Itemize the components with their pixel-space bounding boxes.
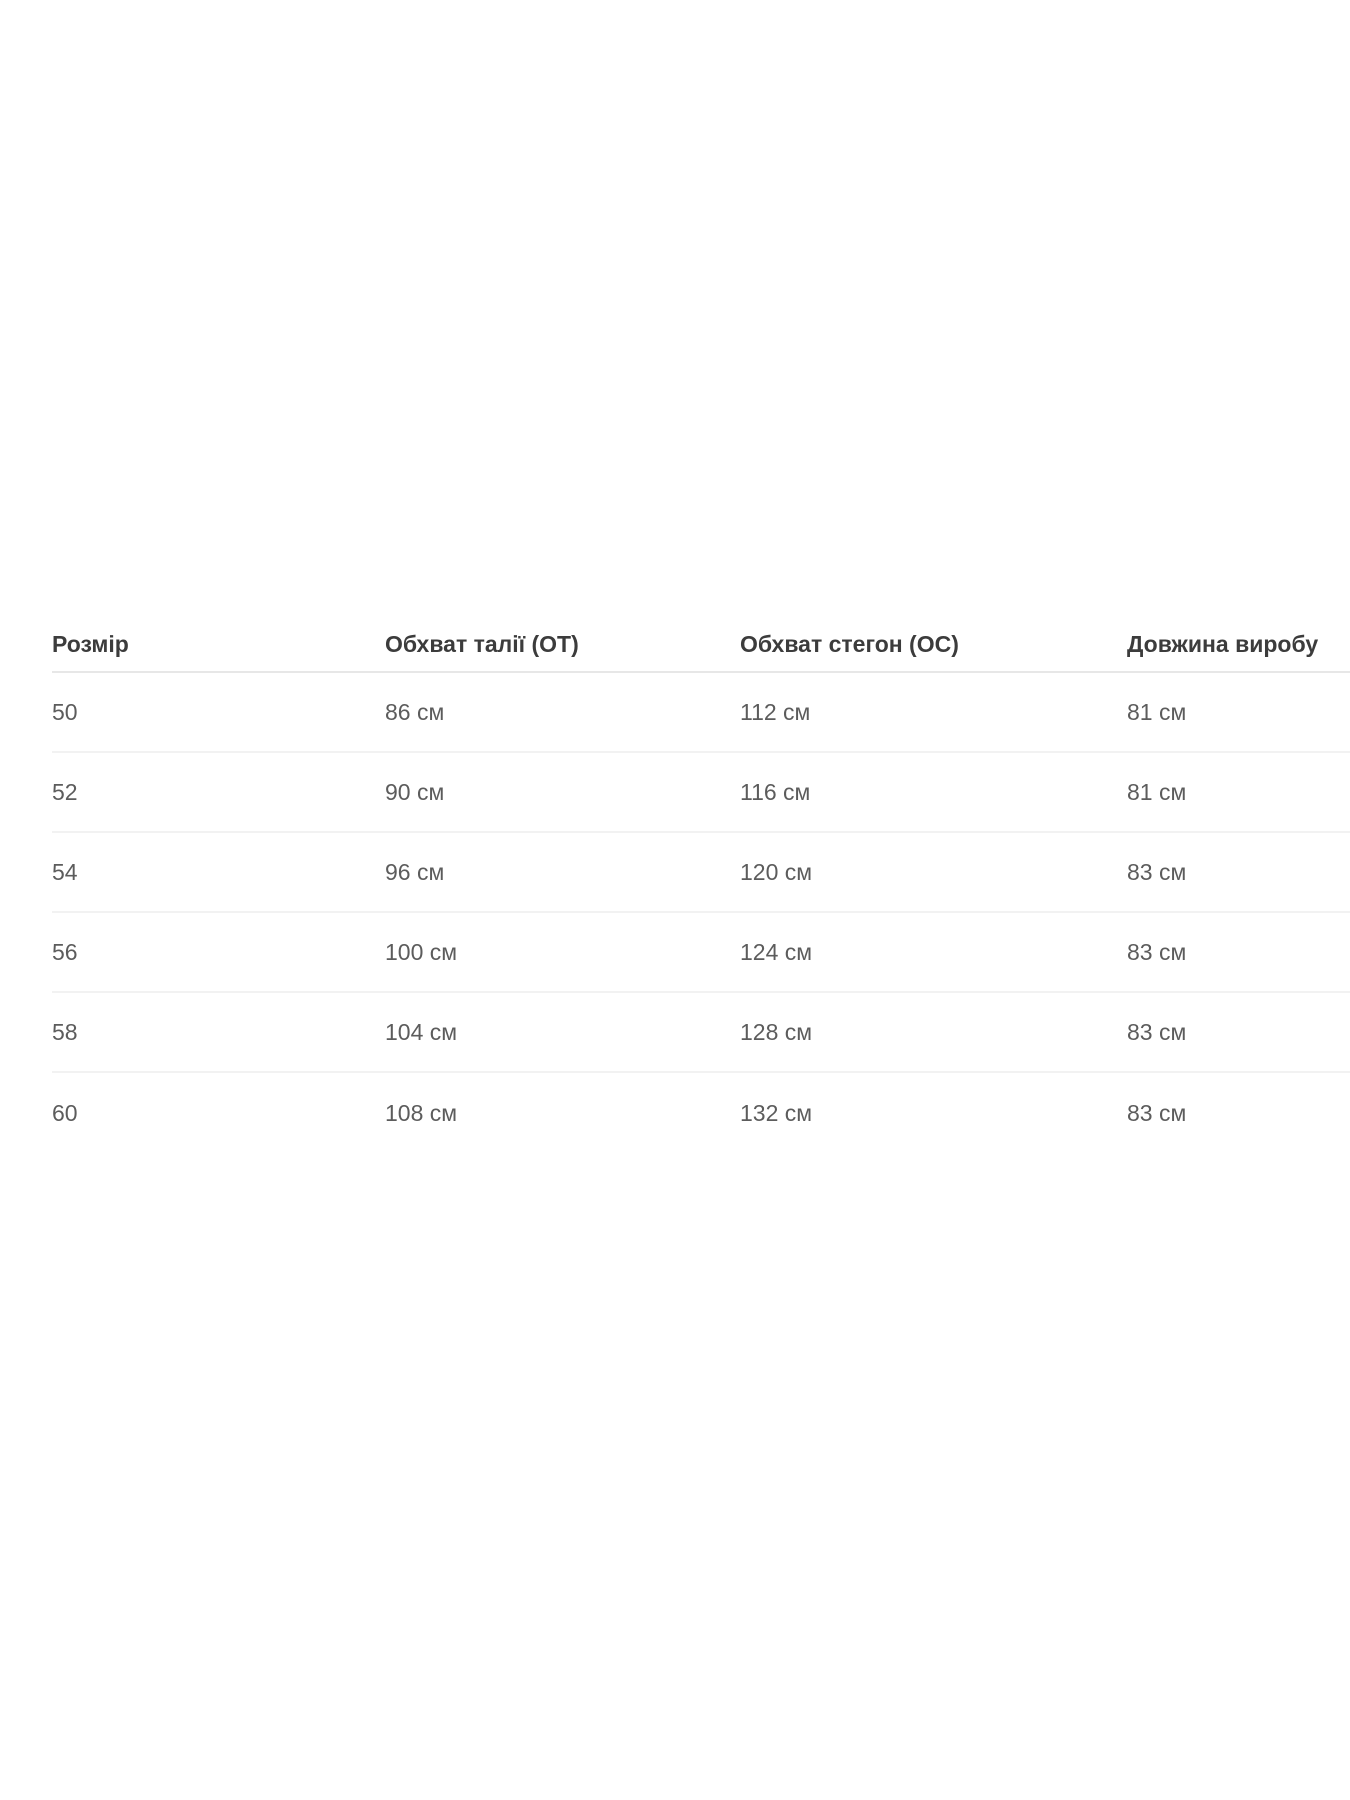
size-chart bbox=[52, 629, 1350, 1152]
table-cell: 52 bbox=[52, 752, 385, 832]
table-cell: 128 см bbox=[740, 992, 1127, 1072]
table-row bbox=[52, 992, 1350, 1072]
table-cell: 81 см bbox=[1127, 672, 1350, 752]
table-cell: 81 см bbox=[1127, 752, 1350, 832]
column-header: Обхват стегон (ОС) bbox=[740, 629, 1127, 672]
table-cell: 120 см bbox=[740, 832, 1127, 912]
table-row bbox=[52, 752, 1350, 832]
table-cell: 54 bbox=[52, 832, 385, 912]
table-cell: 58 bbox=[52, 992, 385, 1072]
size-chart-table bbox=[52, 629, 1350, 1152]
table-cell: 56 bbox=[52, 912, 385, 992]
table-cell: 132 см bbox=[740, 1099, 813, 1126]
table-cell: 124 см bbox=[740, 912, 1127, 992]
table-cell: 108 см bbox=[385, 1099, 458, 1126]
table-cell: 116 см bbox=[740, 752, 1127, 832]
table-cell: 50 bbox=[52, 672, 385, 752]
table-cell: 83 см bbox=[1127, 1099, 1187, 1126]
table-row bbox=[52, 832, 1350, 912]
column-header: Розмір bbox=[52, 629, 385, 672]
table-cell: 83 см bbox=[1127, 912, 1350, 992]
table-row bbox=[52, 672, 1350, 752]
table-cell: 104 см bbox=[385, 992, 740, 1072]
table-cell: 96 см bbox=[385, 832, 740, 912]
table-cell: 112 см bbox=[740, 672, 1127, 752]
table-cell: 83 см bbox=[1127, 992, 1350, 1072]
table-cell: 90 см bbox=[385, 752, 740, 832]
table-cell: 100 см bbox=[385, 912, 740, 992]
size-chart-header bbox=[52, 629, 1350, 672]
table-row bbox=[52, 1072, 1350, 1152]
header-row bbox=[52, 629, 1350, 672]
column-header: Довжина виробу bbox=[1127, 629, 1350, 672]
table-cell: 60 bbox=[52, 1099, 78, 1126]
table-cell: 86 см bbox=[385, 672, 740, 752]
table-row bbox=[52, 912, 1350, 992]
size-chart-body bbox=[52, 672, 1350, 1152]
table-cell: 83 см bbox=[1127, 832, 1350, 912]
column-header: Обхват талії (ОТ) bbox=[385, 629, 740, 672]
